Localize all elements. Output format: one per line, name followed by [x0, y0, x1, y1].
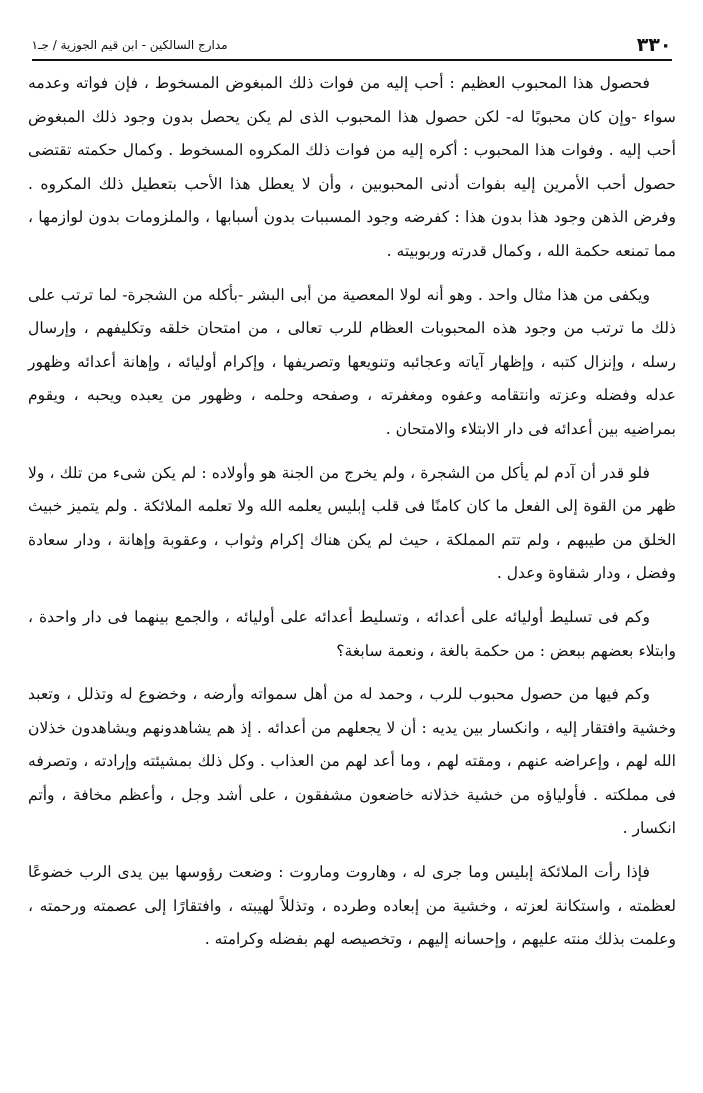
paragraph-1: فحصول هذا المحبوب العظيم : أحب إليه من فوات ذلك المبغوض المسخوط ، فإن فواته وعدمه سواء -وإن كان محبوبًا له- لكن حصول هذا المحبوب الذى لم يكن يحصل بدون وجود ذلك المبغوض أحب إليه . وفوات هذا المحبوب : أكره إليه من فوات ذلك المكروه المسخوط . وكمال حكمته تقتضى حصول أحب الأمرين إليه بفوات أدنى المحبوبين ، وأن لا يعطل هذا الأحب بتعطيل ذلك المكروه . وفرض الذهن وجود هذا بدون هذا : كفرضه وجود المسببات بدون أسبابها ، والملزومات بدون لوازمها ، مما تمنعه حكمة الله ، وكمال قدرته وربوبيته . — [28, 74, 676, 260]
paragraph-3: فلو قدر أن آدم لم يأكل من الشجرة ، ولم يخرج من الجنة هو وأولاده : لم يكن شىء من تلك ، ولا ظهر من القوة إلى الفعل ما كان كامنًا فى قلب إبليس يعلمه الله ولا تعلمه الملائكة . ولم يتميز خبيث الخلق من طيبهم ، ولم تتم المملكة ، حيث لم يكن هناك إكرام وثواب ، وعقوبة وإهانة ، ودار سعادة وفضل ، ودار شقاوة وعدل . — [28, 463, 676, 583]
running-title: مدارج السالكين - ابن قيم الجوزية / جـ١ — [31, 38, 228, 52]
paragraph-6: فإذا رأت الملائكة إبليس وما جرى له ، وهاروت وماروت : وضعت رؤوسها بين يدى الرب خضوعًا لعظمته ، واستكانة لعزته ، وخشية من إبعاده وطرده ، وتذللاً لهيبته ، وافتقارًا إلى عصمته ورحمته ، وعلمت بذلك منته عليهم ، وإحسانه إليهم ، وتخصيصه لهم بفضله وكرامته . — [28, 863, 676, 949]
header-rule — [32, 59, 672, 61]
paragraph-4: وكم فى تسليط أوليائه على أعدائه ، وتسليط أعدائه على أوليائه ، والجمع بينهما فى دار واحدة ، وابتلاء بعضهم ببعض : من حكمة بالغة ، ونعمة سابغة؟ — [28, 607, 676, 660]
page-body — [28, 67, 676, 957]
paragraph-2: ويكفى من هذا مثال واحد . وهو أنه لولا المعصية من أبى البشر -بأكله من الشجرة- لما ترتب على ذلك ما ترتب من وجود هذه المحبوبات العظام للرب تعالى ، من امتحان خلقه وتكليفهم ، وإرسال رسله ، وإنزال كتبه ، وإظهار آياته وعجائبه وتنويعها وتصريفها ، وإكرام أوليائه ، وإهانة أعدائه وظهور عدله وفضله وعزته وانتقامه وعفوه ومغفرته ، وصفحه وحلمه ، وظهور من يعبده ويحبه ، ويقوم بمراضيه بين أعدائه فى دار الابتلاء والامتحان . — [28, 285, 676, 438]
paragraph-5: وكم فيها من حصول محبوب للرب ، وحمد له من أهل سمواته وأرضه ، وخضوع له وتذلل ، وتعبد وخشية وافتقار إليه ، وانكسار بين يديه : أن لا يجعلهم من أعدائه . إذ هم يشاهدونهم ويشاهدون خذلان الله لهم ، وإعراضه عنهم ، ومقته لهم ، وما أعد لهم من العذاب . وكل ذلك بمشيئته وإرادته ، وتصرفه فى مملكته . فأولياؤه من خشية خذلانه خاضعون مشفقون ، على أشد وجل ، وأعظم مخافة ، وأتم انكسار . — [28, 685, 676, 838]
page-header — [32, 30, 672, 56]
page-number: ٣٣٠ — [636, 34, 672, 56]
